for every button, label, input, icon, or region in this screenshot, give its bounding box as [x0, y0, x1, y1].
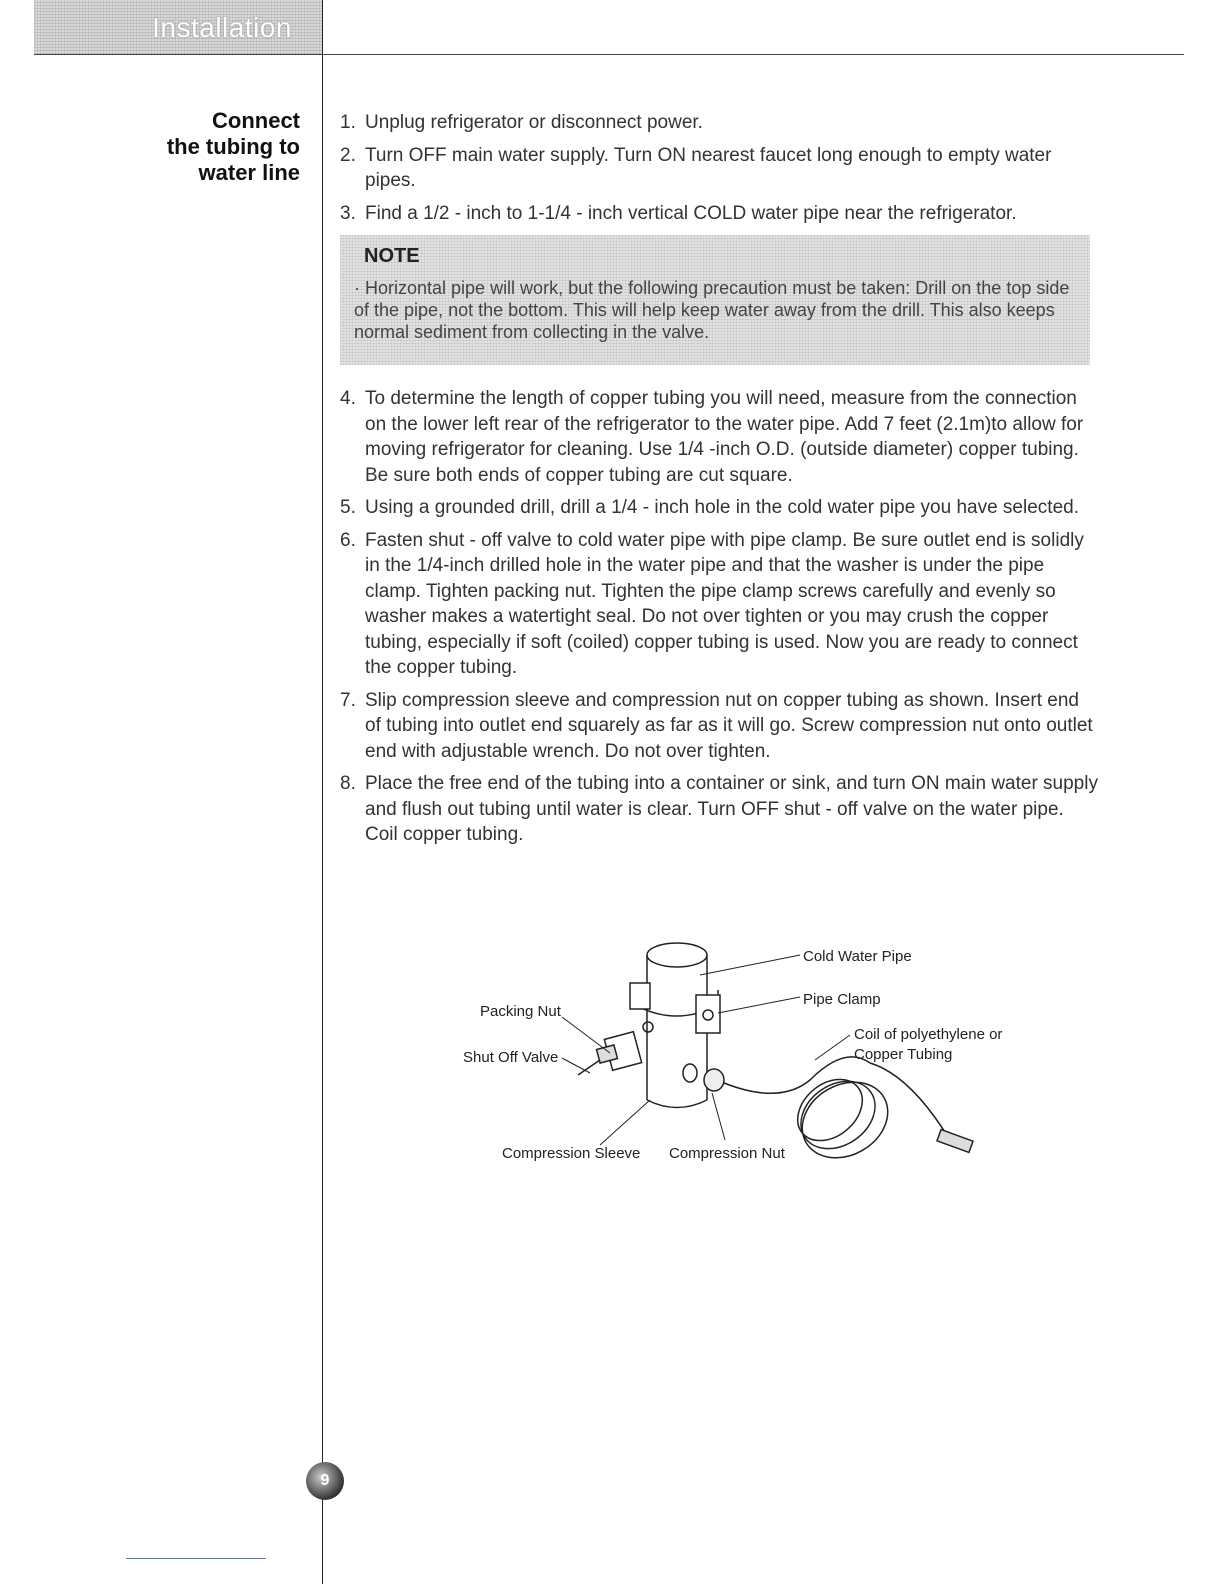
step-number: 3.: [340, 202, 356, 224]
tubing-tail: [870, 1063, 950, 1140]
note-text: · Horizontal pipe will work, but the following precaution must be taken: Drill on the top side of the pipe, not the bottom. This will help keep water away from the drill. This also keeps normal sediment from collecting in the valve.: [354, 278, 1070, 342]
label-cold-water-pipe: Cold Water Pipe: [803, 948, 912, 965]
valve-outlet: [643, 1022, 653, 1032]
page-number-badge: [306, 1462, 344, 1500]
step-item: [340, 386, 1100, 488]
margin-rule: [322, 0, 323, 1584]
label-coil-line-1: Coil of polyethylene or: [854, 1026, 1003, 1043]
side-heading-line-1: Connect: [212, 108, 300, 133]
step-text: Unplug refrigerator or disconnect power.: [365, 112, 703, 133]
label-compression-sleeve: Compression Sleeve: [502, 1145, 641, 1162]
leader-pipe-clamp: [718, 997, 800, 1013]
label-packing-nut: Packing Nut: [480, 1003, 561, 1020]
step-text: Fasten shut - off valve to cold water pipe with pipe clamp. Be sure outlet end is solidly in the 1/4-inch drilled hole in the water pipe and that the washer is under the pipe clamp. Tighten packing nut. Tighten the pipe clamp screws carefully and evenly so washer makes a watertight seal. Do not over tighten or you may crush the copper tubing, especially if soft (coiled) copper tubing is used. Now you are ready to connect the copper tubing.: [365, 529, 1084, 678]
label-compression-nut: Compression Nut: [669, 1145, 785, 1162]
step-item: [340, 771, 1100, 848]
pipe-clamp-bracket-left: [630, 983, 650, 1009]
label-pipe-clamp: Pipe Clamp: [803, 991, 881, 1008]
section-header-tab: [34, 0, 322, 54]
leader-cold-water-pipe: [700, 955, 800, 975]
water-line-diagram: [450, 935, 1030, 1175]
step-text: Slip compression sleeve and compression nut on copper tubing as shown. Insert end of tubing into outlet end squarely as far as it will go. Screw compression nut onto outlet end with adjustable wrench. Do not over tighten.: [365, 689, 1093, 762]
tubing-end-fitting: [937, 1130, 973, 1153]
page-number: 9: [320, 1472, 330, 1489]
step-number: 1.: [340, 112, 356, 133]
step-text: Turn OFF main water supply. Turn ON nearest faucet long enough to empty water pipes.: [365, 144, 1052, 191]
step-item: [340, 688, 1100, 765]
step-number: 5.: [340, 497, 356, 518]
step-text: Place the free end of the tubing into a container or sink, and turn ON main water supply and flush out tubing until water is clear. Turn OFF shut - off valve on the water pipe. Coil copper tubing.: [365, 773, 1098, 845]
side-heading: [60, 108, 300, 186]
label-coil-line-2: Copper Tubing: [854, 1046, 953, 1063]
step-number: 7.: [340, 689, 356, 711]
step-text: Using a grounded drill, drill a 1/4 - inch hole in the cold water pipe you have selected.: [365, 497, 1079, 518]
leader-shut-off-valve: [562, 1058, 590, 1073]
leader-compression-nut: [712, 1093, 725, 1140]
copper-tubing: [724, 1057, 870, 1093]
footer-link-line: [126, 1558, 266, 1559]
pipe-bottom-edge: [647, 1100, 707, 1108]
step-number: 8.: [340, 773, 356, 794]
step-item: [340, 528, 1100, 681]
steps-list-first: [340, 110, 1100, 233]
side-heading-line-2: the tubing to: [166, 134, 300, 159]
leader-compression-sleeve: [600, 1100, 650, 1145]
step-item: [340, 110, 1100, 136]
step-item: [340, 201, 1100, 227]
step-item: [340, 143, 1100, 194]
step-number: 4.: [340, 388, 356, 409]
step-text: Find a 1/2 - inch to 1-1/4 - inch vertical COLD water pipe near the refrigerator.: [365, 202, 1017, 224]
header-rule: [34, 54, 1184, 55]
compression-nut-shape: [704, 1069, 724, 1091]
label-shut-off-valve: Shut Off Valve: [463, 1049, 559, 1066]
step-number: 6.: [340, 529, 356, 551]
compression-sleeve-shape: [683, 1064, 697, 1082]
leader-packing-nut: [562, 1017, 610, 1053]
section-title: Installation: [152, 12, 292, 43]
note-box: [340, 235, 1090, 365]
leader-coil: [815, 1035, 850, 1060]
tubing-coil-2: [788, 1067, 888, 1162]
step-item: [340, 495, 1100, 521]
step-number: 2.: [340, 144, 356, 166]
pipe-clamp-bracket-right: [696, 995, 720, 1033]
steps-list-second: [340, 386, 1100, 855]
note-title: NOTE: [364, 245, 420, 267]
pipe-top-ellipse: [647, 943, 707, 967]
side-heading-line-3: water line: [198, 160, 300, 185]
tubing-coil-3: [786, 1067, 875, 1153]
step-text: To determine the length of copper tubing you will need, measure from the connection on the lower left rear of the refrigerator to the water pipe. Add 7 feet (2.1m)to allow for moving refrigerator for cleaning. Use 1/4 -inch O.D. (outside diameter) copper tubing. Be sure both ends of copper tubing are cut square.: [365, 388, 1084, 486]
